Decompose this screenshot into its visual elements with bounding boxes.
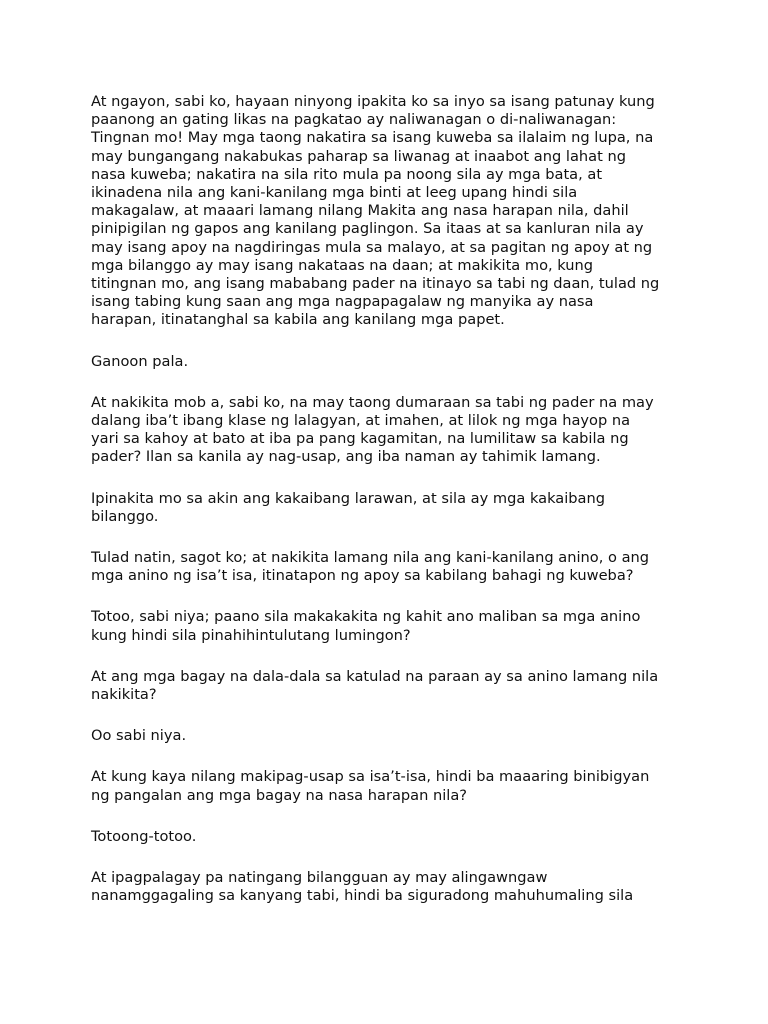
paragraph-8: Oo sabi niya.: [91, 727, 187, 745]
paragraph-1: At ngayon, sabi ko, hayaan ninyong ipakita ko sa inyo sa isang patunay kung paanong an gating likas na pagkatao ay naliwanagan o di-naliwanagan: Tingnan mo! May mga taong nakatira sa isang kuweba sa ilalaim ng lupa, na may bungangang nakabukas paharap sa liwanag at inaabot ang lahat ng nasa kuweba; nakatira na sila rito mula pa noong sila ay mga bata, at ikinadena nila ang kani-kanilang mga binti at leeg upang hindi sila makagalaw, at maaari lamang nilang Makita ang nasa harapan nila, dahil pinipigilan ng gapos ang kanilang paglingon. Sa itaas at sa kanluran nila ay may isang apoy na nagdiringas mula sa malayo, at sa pagitan ng apoy at ng mga bilanggo ay may isang nakataas na daan; at makikita mo, kung titingnan mo, ang isang mababang pader na itinayo sa tabi ng daan, tulad ng isang tabing kung saan ang mga nagpapagalaw ng manyika ay nasa harapan, itinatanghal sa kabila ang kanilang mga papet.: [91, 93, 660, 329]
paragraph-2: Ganoon pala.: [91, 352, 189, 370]
paragraph-6: Totoo, sabi niya; paano sila makakakita ng kahit ano maliban sa mga anino kung hindi sila pinahihintulutang lumingon?: [91, 608, 641, 644]
paragraph-10: Totoong-totoo.: [91, 827, 197, 845]
paragraph-5: Tulad natin, sagot ko; at nakikita lamang nila ang kani-kanilang anino, o ang mga anino ng isa’t isa, itinatapon ng apoy sa kabilang bahagi ng kuweba?: [91, 549, 650, 585]
paragraph-11: At ipagpalagay pa natingang bilangguan ay may alingawngaw nanamggagaling sa kanyang tabi, hindi ba siguradong mahuhumaling sila: [91, 869, 634, 905]
paragraph-7: At ang mga bagay na dala-dala sa katulad na paraan ay sa anino lamang nila nakikita?: [91, 667, 659, 704]
paragraph-4: Ipinakita mo sa akin ang kakaibang larawan, at sila ay mga kakaibang bilanggo.: [91, 489, 605, 525]
document-body: [91, 93, 691, 929]
paragraph-3: At nakikita mob a, sabi ko, na may taong dumaraan sa tabi ng pader na may dalang iba’t ibang klase ng lalagyan, at imahen, at lilok ng mga hayop na yari sa kahoy at bato at iba pa pang kagamitan, na lumilitaw sa kabila ng pader? Ilan sa kanila ay nag-usap, ang iba naman ay tahimik lamang.: [91, 393, 654, 466]
paragraph-9: At kung kaya nilang makipag-usap sa isa’t-isa, hindi ba maaaring binibigyan ng pangalan ang mga bagay na nasa harapan nila?: [91, 768, 650, 804]
